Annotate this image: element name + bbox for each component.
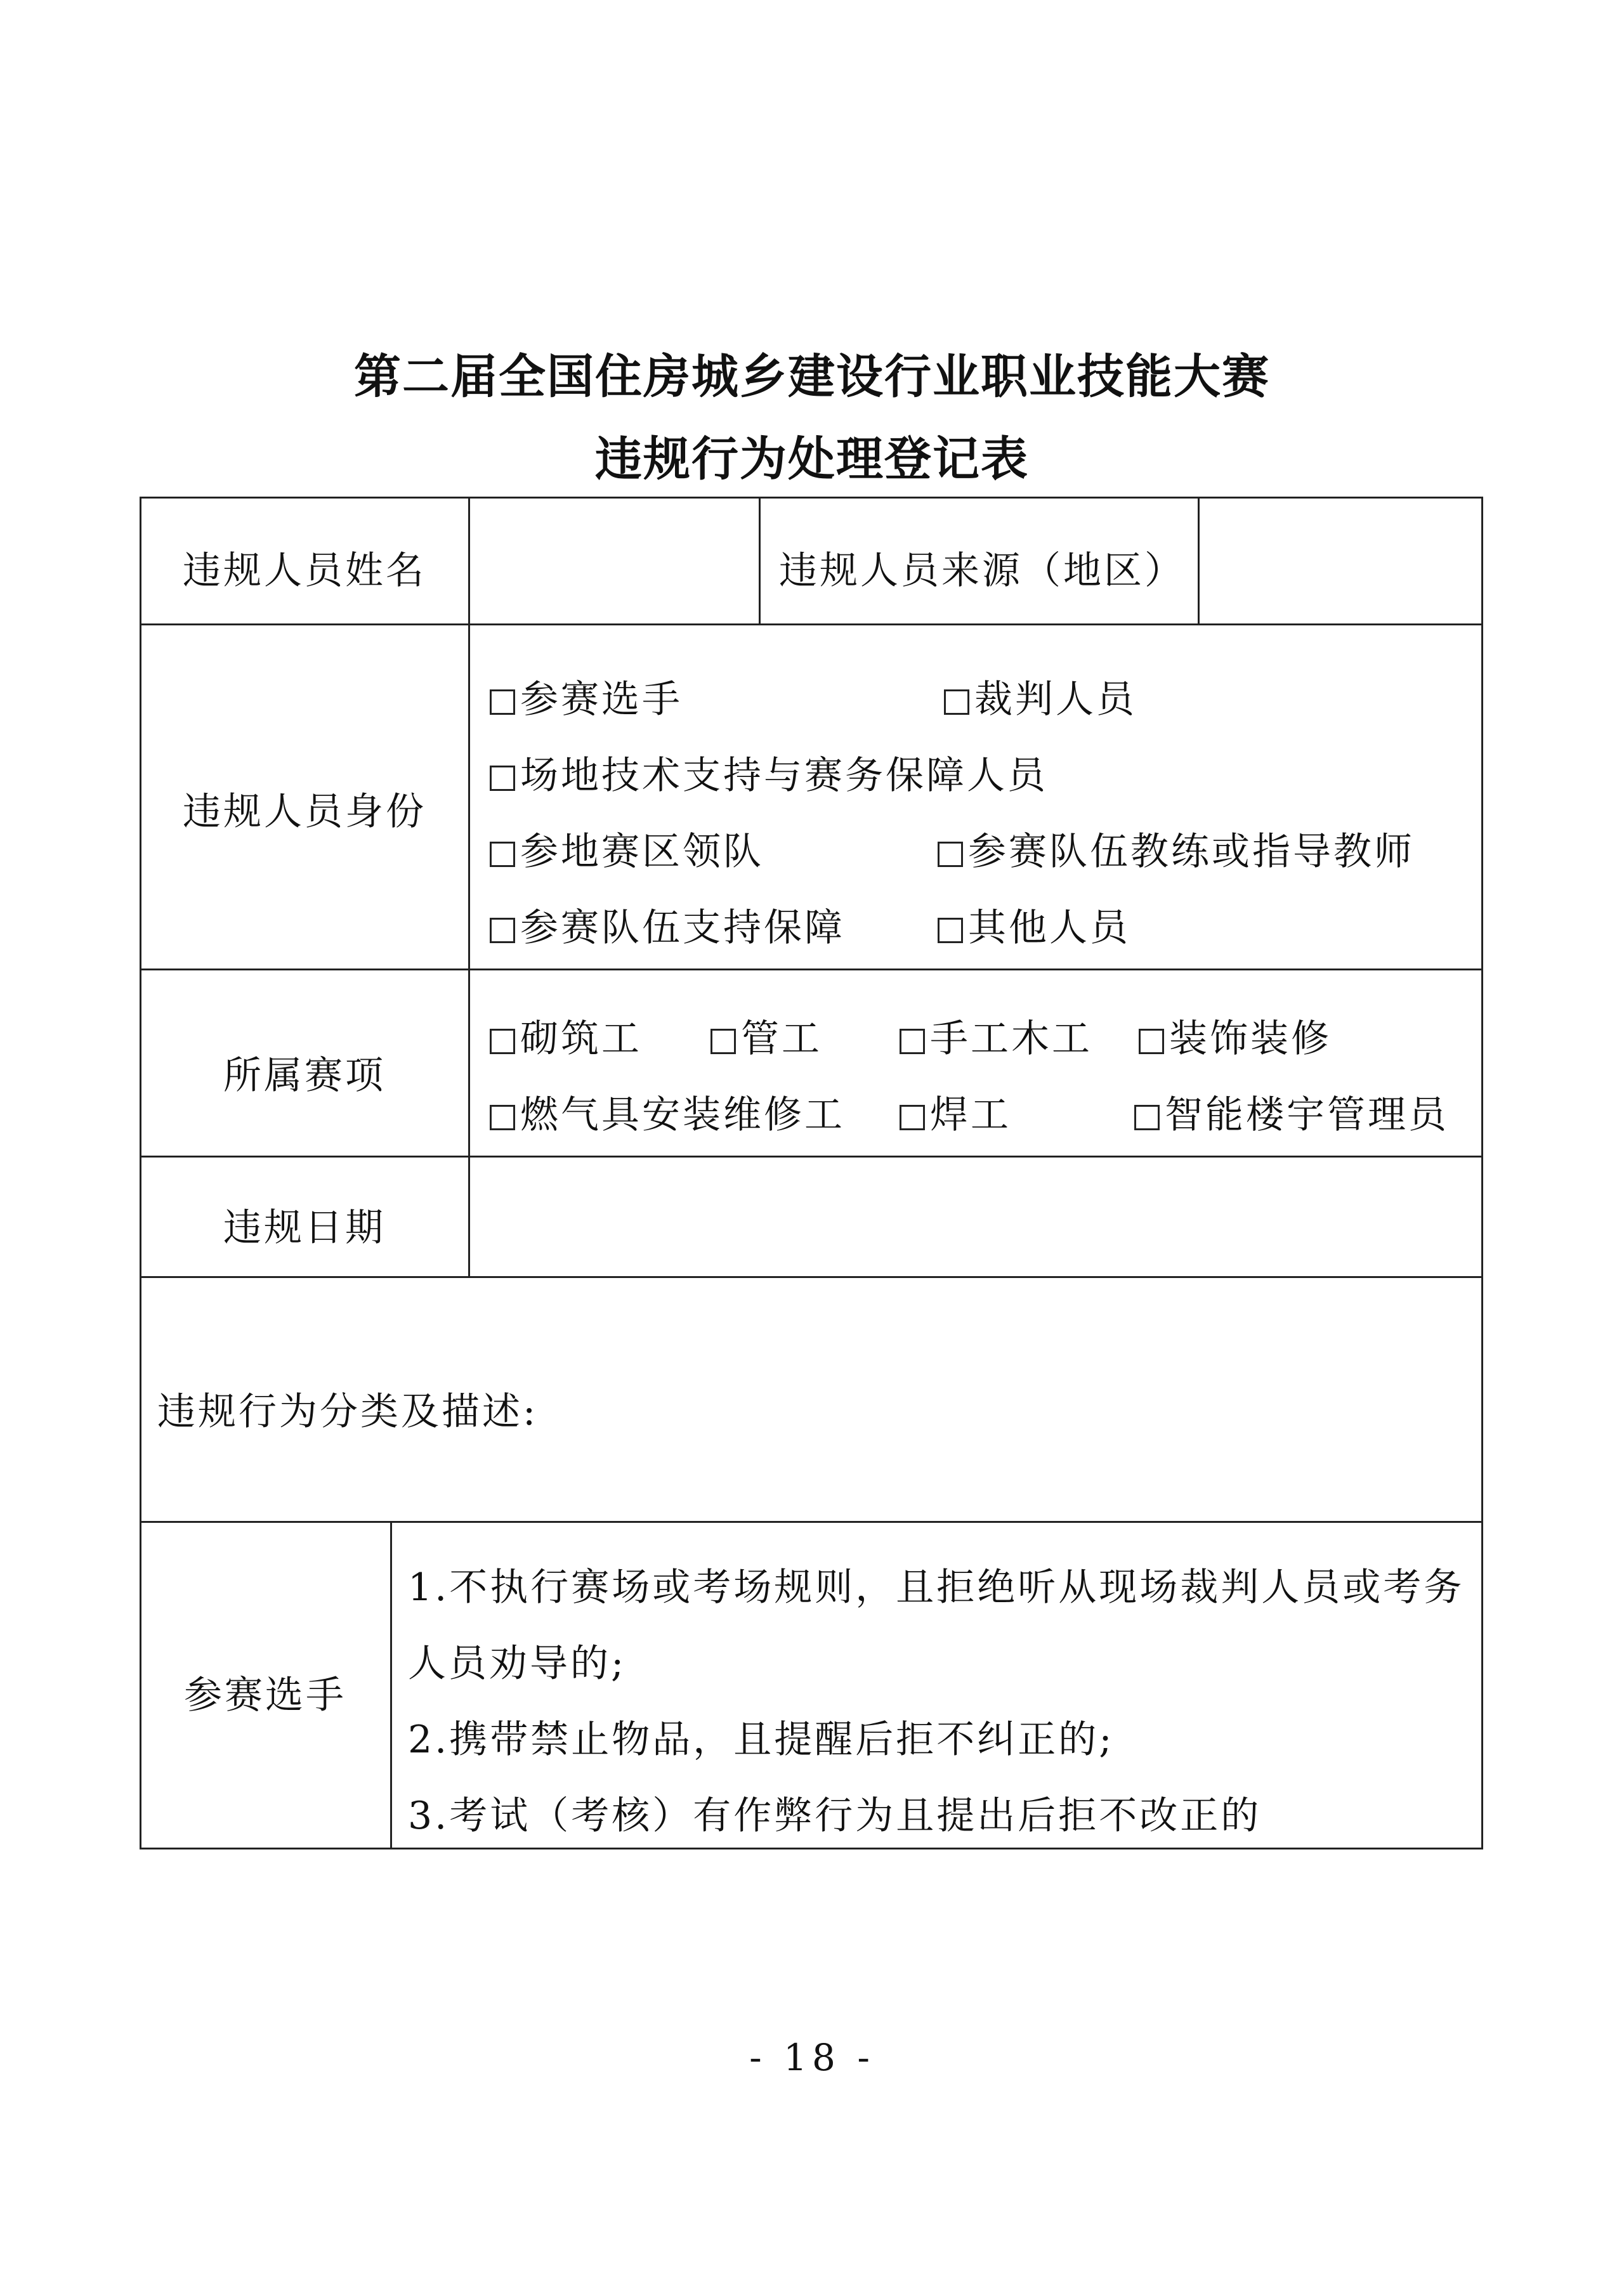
event-option-gas-appliance[interactable]: 燃气具安装维修工 (490, 1085, 845, 1139)
page-number: - 18 - (749, 2036, 875, 2079)
date-label: 违规日期 (223, 1206, 386, 1250)
contestant-label: 参赛选手 (184, 1673, 346, 1718)
description-label: 违规行为分类及描述: (157, 1390, 539, 1434)
checkbox-icon[interactable] (490, 1105, 515, 1130)
identity-option-referee[interactable]: 裁判人员 (944, 669, 1137, 724)
table-border-right (1481, 497, 1483, 1849)
contestant-rule-1-cont: 人员劝导的; (408, 1641, 627, 1686)
event-label: 所属赛项 (223, 1053, 386, 1098)
table-border-left (140, 497, 141, 1849)
event-option-pipefitter[interactable]: 管工 (710, 1008, 822, 1063)
description-field[interactable] (141, 1278, 1481, 1521)
contestant-rule-3: 3.考试（考核）有作弊行为且提出后拒不改正的 (408, 1794, 1262, 1838)
checkbox-icon[interactable] (1134, 1105, 1160, 1130)
checkbox-icon[interactable] (490, 842, 515, 867)
checkbox-icon[interactable] (938, 842, 963, 867)
identity-option-others[interactable]: 其他人员 (938, 897, 1130, 952)
checkbox-icon[interactable] (710, 1029, 736, 1054)
origin-field[interactable] (1200, 499, 1481, 623)
checkbox-icon[interactable] (900, 1029, 925, 1054)
table-border-bottom (140, 1848, 1483, 1849)
form-title-line1: 第二届全国住房城乡建设行业职业技能大赛 (354, 349, 1270, 404)
identity-option-team-support[interactable]: 参赛队伍支持保障 (490, 897, 845, 952)
event-option-welder[interactable]: 焊工 (900, 1085, 1011, 1139)
row-divider (140, 623, 1483, 625)
identity-option-contestant[interactable]: 参赛选手 (490, 669, 683, 724)
checkbox-icon[interactable] (900, 1105, 925, 1130)
identity-option-team-leader[interactable]: 参地赛区领队 (490, 821, 764, 876)
contestant-rule-2: 2.携带禁止物品，且提醒后拒不纠正的; (408, 1718, 1115, 1762)
event-option-building-manager[interactable]: 智能楼宇管理员 (1134, 1085, 1449, 1139)
form-title-line2: 违规行为处理登记表 (595, 432, 1029, 486)
name-label: 违规人员姓名 (183, 549, 426, 593)
contestant-rule-1: 1.不执行赛场或考场规则，且拒绝听从现场裁判人员或考务 (408, 1565, 1465, 1610)
event-option-masonry[interactable]: 砌筑工 (490, 1008, 642, 1063)
checkbox-icon[interactable] (490, 918, 515, 943)
column-divider (390, 1521, 392, 1849)
event-option-carpentry[interactable]: 手工木工 (900, 1008, 1092, 1063)
row-divider (140, 969, 1483, 970)
event-option-decoration[interactable]: 装饰装修 (1139, 1008, 1332, 1063)
checkbox-icon[interactable] (944, 689, 969, 715)
identity-option-coach[interactable]: 参赛队伍教练或指导教师 (938, 821, 1415, 876)
checkbox-icon[interactable] (490, 689, 515, 715)
checkbox-icon[interactable] (938, 918, 963, 943)
column-divider (759, 497, 761, 625)
row-divider (140, 1521, 1483, 1523)
origin-label: 违规人员来源（地区） (779, 549, 1185, 593)
identity-option-venue-support[interactable]: 场地技术支持与赛务保障人员 (490, 745, 1048, 800)
checkbox-icon[interactable] (490, 1029, 515, 1054)
identity-label: 违规人员身份 (183, 790, 426, 834)
checkbox-icon[interactable] (1139, 1029, 1164, 1054)
date-field[interactable] (470, 1158, 1481, 1276)
name-field[interactable] (470, 499, 759, 623)
checkbox-icon[interactable] (490, 766, 515, 791)
